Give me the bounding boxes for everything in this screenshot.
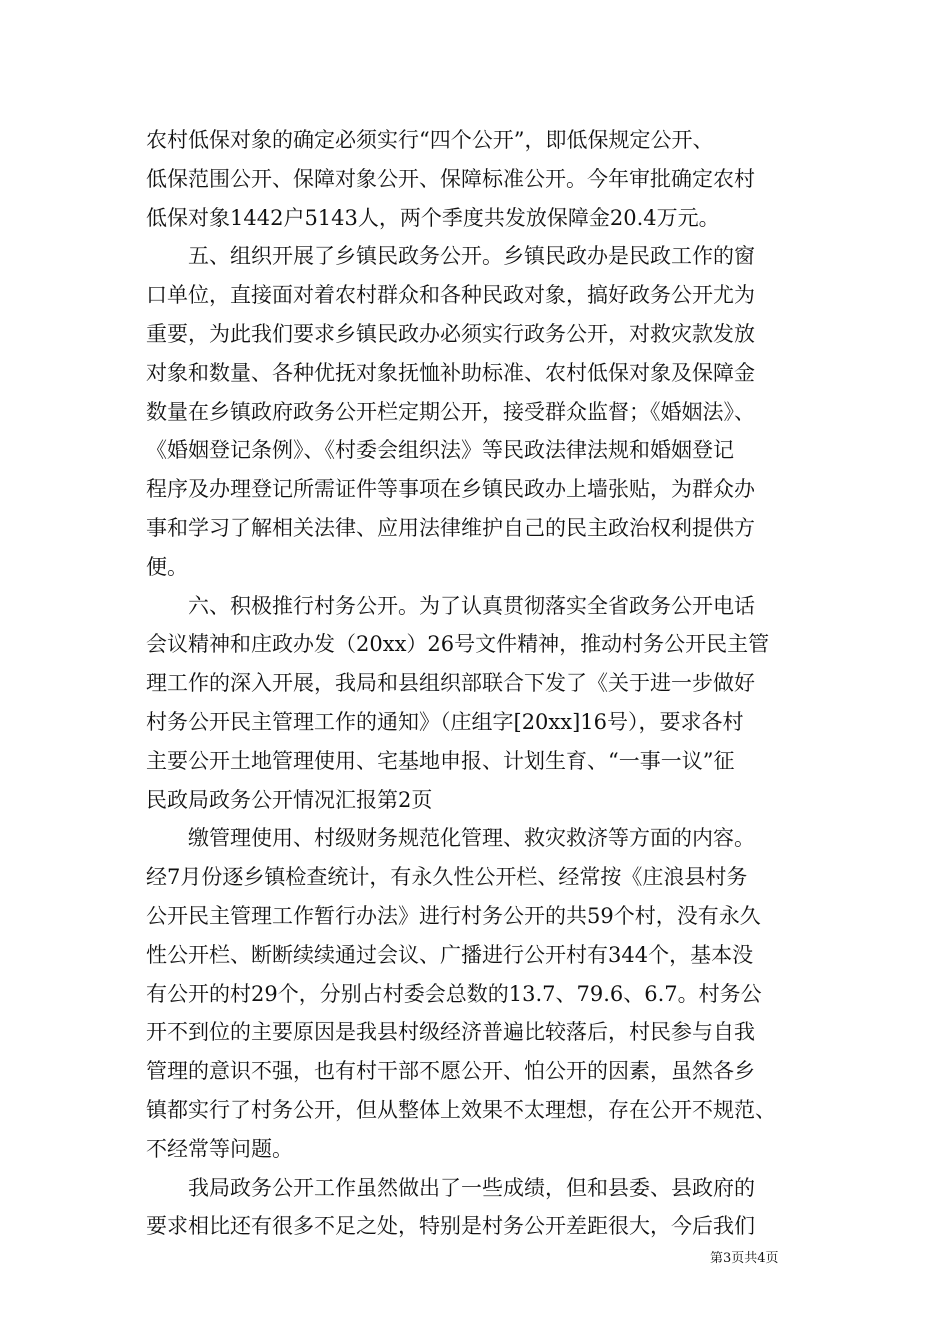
text-line: 性公开栏、断断续续通过会议、广播进行公开村有344个，基本没 xyxy=(146,942,754,967)
text-line: 开不到位的主要原因是我县村级经济普遍比较落后，村民参与自我 xyxy=(146,1020,755,1045)
text-line: 《婚姻登记条例》、《村委会组织法》等民政法律法规和婚姻登记 xyxy=(146,438,734,463)
document-body xyxy=(146,121,806,1246)
text-line: 要求相比还有很多不足之处，特别是村务公开差距很大，今后我们 xyxy=(146,1214,755,1239)
paragraph-first-line: 我局政务公开工作虽然做出了一些成绩，但和县委、县政府的 xyxy=(188,1175,755,1200)
text-line: 低保对象1442户5143人，两个季度共发放保障金20.4万元。 xyxy=(146,205,720,230)
text-line: 数量在乡镇政府政务公开栏定期公开，接受群众监督；《婚姻法》、 xyxy=(146,399,755,424)
text-line: 经7月份逐乡镇检查统计，有永久性公开栏、经常按《庄浪县村务 xyxy=(146,865,748,890)
paragraph-first-line: 五、组织开展了乡镇民政务公开。乡镇民政办是民政工作的窗 xyxy=(188,244,755,269)
text-line: 程序及办理登记所需证件等事项在乡镇民政办上墙张贴，为群众办 xyxy=(146,477,755,502)
text-line: 公开民主管理工作暂行办法》进行村务公开的共59个村，没有永久 xyxy=(146,903,761,928)
page-break-marker: 民政局政务公开情况汇报第2页 xyxy=(146,787,433,812)
text-line: 主要公开土地管理使用、宅基地申报、计划生育、“一事一议”征 xyxy=(146,748,735,773)
text-line: 口单位，直接面对着农村群众和各种民政对象，搞好政务公开尤为 xyxy=(146,283,755,308)
text-line: 事和学习了解相关法律、应用法律维护自己的民主政治权利提供方 xyxy=(146,515,755,540)
page-number-footer: 第3页共4页 xyxy=(710,1251,779,1266)
text-line: 不经常等问题。 xyxy=(146,1136,293,1161)
text-line: 便。 xyxy=(146,554,188,579)
text-line: 低保范围公开、保障对象公开、保障标准公开。今年审批确定农村 xyxy=(146,166,755,191)
text-line: 村务公开民主管理工作的通知》（庄组字[20xx]16号），要求各村 xyxy=(146,709,744,734)
text-line: 会议精神和庄政办发（20xx）26号文件精神，推动村务公开民主管 xyxy=(146,632,770,657)
paragraph-first-line: 六、积极推行村务公开。为了认真贯彻落实全省政务公开电话 xyxy=(188,593,755,618)
paragraph-first-line: 缴管理使用、村级财务规范化管理、救灾救济等方面的内容。 xyxy=(188,826,755,851)
text-line: 镇都实行了村务公开，但从整体上效果不太理想，存在公开不规范、 xyxy=(146,1097,776,1122)
text-line: 农村低保对象的确定必须实行“四个公开”，即低保规定公开、 xyxy=(146,128,714,152)
text-line: 重要，为此我们要求乡镇民政办必须实行政务公开，对救灾款发放 xyxy=(146,321,755,346)
text-line: 管理的意识不强，也有村干部不愿公开、怕公开的因素，虽然各乡 xyxy=(146,1059,755,1084)
text-line: 有公开的村29个，分别占村委会总数的13.7、79.6、6.7。村务公 xyxy=(146,981,762,1006)
text-line: 理工作的深入开展，我局和县组织部联合下发了《关于进一步做好 xyxy=(146,671,755,696)
text-line: 对象和数量、各种优抚对象抚恤补助标准、农村低保对象及保障金 xyxy=(146,360,755,385)
